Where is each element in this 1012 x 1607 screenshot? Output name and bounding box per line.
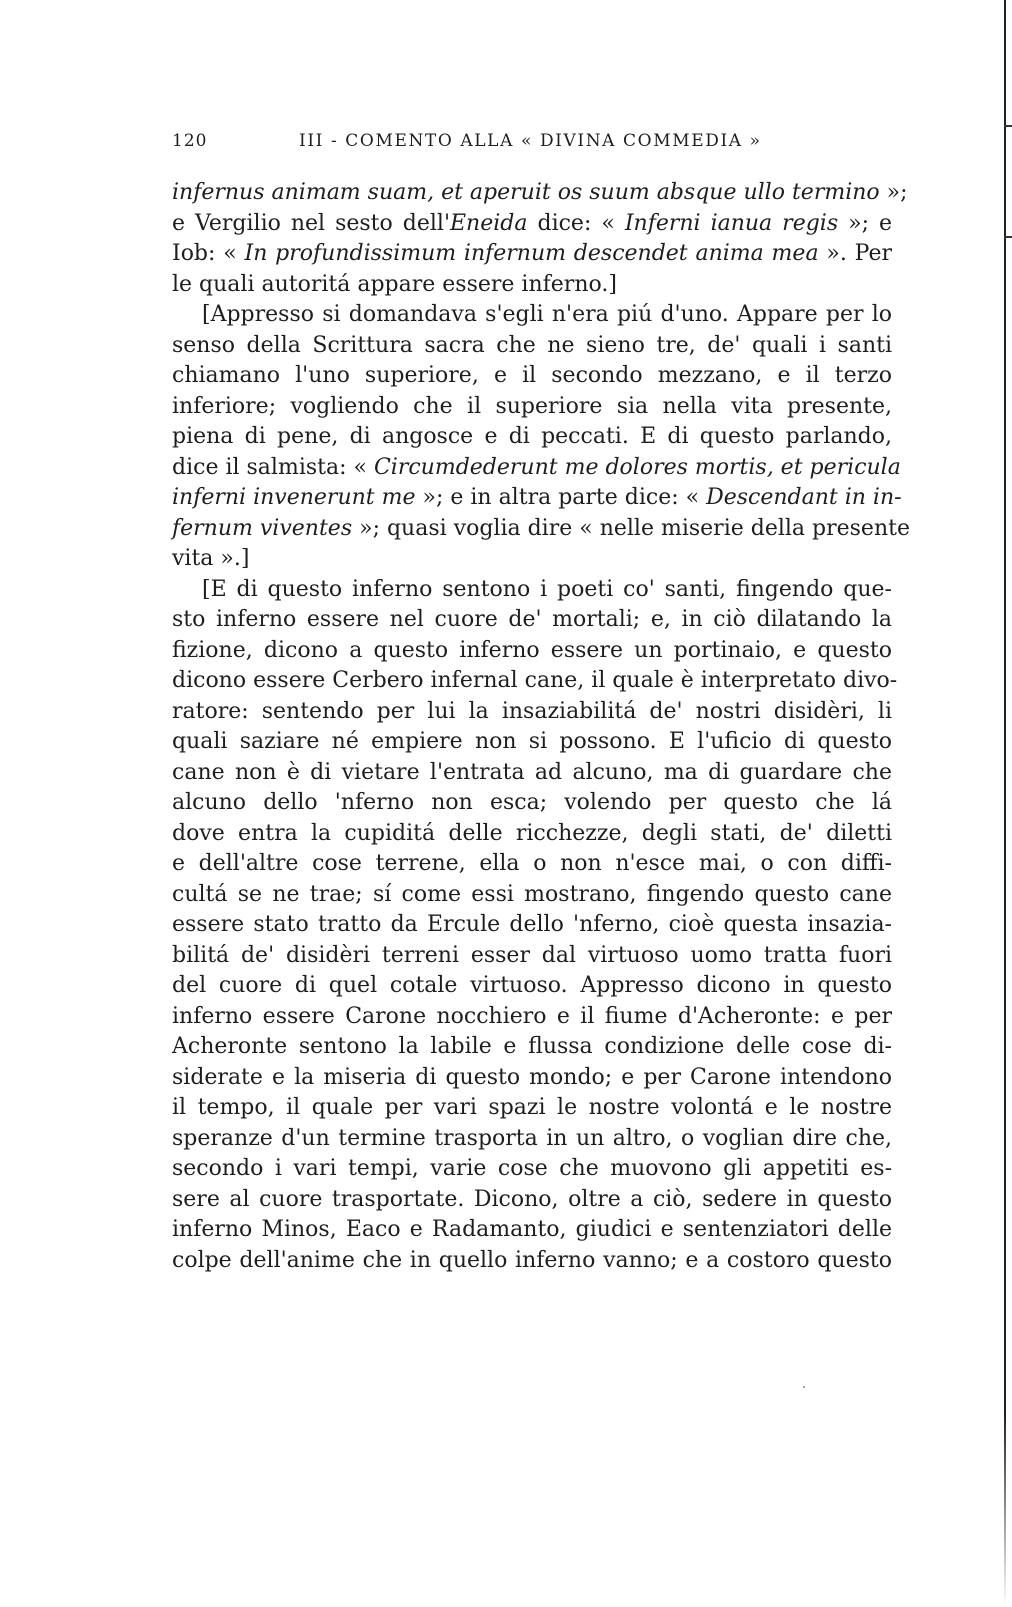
text-line — [172, 910, 892, 941]
text-segment: ». Per — [818, 241, 892, 266]
text-segment: Iob: « — [172, 241, 245, 266]
text-segment: dicono essere Cerbero infernal cane, il quale è interpretato divo- — [172, 668, 898, 693]
page-header — [172, 131, 892, 157]
text-line — [172, 849, 892, 880]
page-number: 120 — [172, 131, 208, 151]
text-segment: ratore: sentendo per lui la insaziabilitá de' nostri disidèri, li — [172, 698, 892, 724]
text-segment: piena di pene, di angosce e di peccati. E di questo parlando, — [172, 424, 892, 449]
text-segment: colpe dell'anime che in quello inferno vanno; e a costoro questo — [172, 1247, 892, 1273]
italic-quote: In profundissimum infernum descendet anima mea — [244, 241, 819, 266]
text-segment: [E di questo inferno sentono i poeti co' santi, fingendo que- — [202, 576, 892, 602]
text-line — [172, 1154, 892, 1185]
text-segment: quali saziare né empiere non si possono. E l'uficio di questo — [172, 729, 892, 754]
text-line — [172, 1246, 892, 1277]
running-head: III - COMENTO ALLA « DIVINA COMMEDIA » — [299, 131, 762, 151]
text-line — [172, 1032, 892, 1063]
text-segment: e Vergilio nel sesto dell' — [172, 210, 450, 236]
italic-quote: Eneida — [450, 210, 528, 236]
italic-quote: Inferni ianua regis — [624, 210, 839, 236]
text-segment: »; — [879, 180, 908, 205]
text-line — [172, 697, 892, 728]
text-segment: essere stato tratto da Ercule dello 'nferno, cioè questa insazia- — [172, 912, 892, 937]
text-line — [172, 361, 892, 392]
text-line — [172, 1093, 892, 1124]
text-line — [172, 392, 892, 423]
text-line — [172, 788, 892, 819]
text-line — [172, 514, 910, 545]
text-segment: vita ».] — [172, 546, 250, 571]
text-line — [172, 1124, 892, 1155]
text-line — [172, 727, 892, 758]
text-line — [172, 819, 892, 850]
page-edge-line — [1004, 0, 1006, 1607]
italic-quote: fernum viventes — [172, 515, 353, 541]
text-segment: inferno Minos, Eaco e Radamanto, giudici e sentenziatori delle — [172, 1217, 892, 1242]
text-segment: sto inferno essere nel cuore de' mortali; e, in ciò dilatando la — [172, 607, 892, 632]
italic-quote: Descendant in in- — [706, 485, 902, 510]
text-line — [172, 453, 901, 484]
paper-speck — [803, 1386, 805, 1388]
text-line — [172, 1215, 892, 1246]
body-text — [172, 178, 910, 1276]
text-segment: sere al cuore trasportate. Dicono, oltre a ciò, sedere in questo — [172, 1186, 892, 1212]
text-line — [172, 331, 892, 362]
text-line — [172, 300, 892, 331]
text-line — [172, 575, 892, 606]
text-segment: cane non è di vietare l'entrata ad alcuno, ma di guardare che — [172, 759, 892, 785]
italic-quote: inferni invenerunt me — [172, 485, 416, 510]
text-segment: »; e — [838, 210, 893, 236]
text-line — [172, 209, 892, 240]
text-segment: [Appresso si domandava s'egli n'era piú d'uno. Appare per lo — [202, 302, 892, 327]
text-segment: cultá se ne trae; sí come essi mostrano, fingendo questo cane — [172, 881, 892, 907]
text-segment: secondo i vari tempi, varie cose che muovono gli appetiti es- — [172, 1156, 892, 1181]
text-segment: speranze d'un termine trasporta in un altro, o voglian dire che, — [172, 1125, 892, 1151]
italic-quote: Circumdederunt me dolores mortis, et pericula — [373, 454, 901, 480]
text-segment: dove entra la cupiditá delle ricchezze, degli stati, de' diletti — [172, 820, 892, 846]
text-segment: dice: « — [527, 210, 625, 236]
text-segment: chiamano l'uno superiore, e il secondo mezzano, e il terzo — [172, 363, 892, 388]
text-segment: senso della Scrittura sacra che ne sieno tre, de' quali i santi — [172, 332, 892, 358]
text-segment: e dell'altre cose terrene, ella o non n'esce mai, o con diffi- — [172, 851, 892, 876]
page-edge-tick — [1004, 236, 1012, 238]
text-line — [172, 422, 892, 453]
text-line — [172, 941, 892, 972]
text-segment: inferiore; vogliendo che il superiore sia nella vita presente, — [172, 393, 892, 419]
text-line — [172, 880, 892, 911]
text-line — [172, 1063, 892, 1094]
text-segment: Acheronte sentono la labile e flussa condizione delle cose di- — [172, 1034, 892, 1059]
text-segment: del cuore di quel cotale virtuoso. Appresso dicono in questo — [172, 973, 892, 998]
italic-quote: infernus animam suam, et aperuit os suum absque ullo termino — [172, 180, 880, 205]
text-segment: fizione, dicono a questo inferno essere un portinaio, e questo — [172, 637, 892, 663]
text-segment: bilitá de' disidèri terreni esser dal virtuoso uomo tratta fuori — [172, 942, 892, 968]
text-line — [172, 1002, 892, 1033]
text-line — [172, 605, 892, 636]
text-segment: inferno essere Carone nocchiero e il fiume d'Acheronte: e per — [172, 1003, 892, 1029]
text-segment: il tempo, il quale per vari spazi le nostre volontá e le nostre — [172, 1095, 892, 1120]
text-segment: dice il salmista: « — [172, 454, 374, 480]
text-segment: »; quasi voglia dire « nelle miserie della presente — [352, 515, 910, 541]
text-line — [172, 483, 902, 514]
text-line — [172, 239, 892, 270]
text-line — [172, 1185, 892, 1216]
text-segment: »; e in altra parte dice: « — [415, 485, 707, 510]
text-segment: siderate e la miseria di questo mondo; e per Carone intendono — [172, 1064, 892, 1090]
text-line — [172, 971, 892, 1002]
text-segment: alcuno dello 'nferno non esca; volendo per questo che lá — [172, 790, 892, 815]
text-line — [172, 178, 908, 209]
page-edge-tick — [1004, 125, 1012, 127]
text-line — [172, 544, 892, 575]
text-line — [172, 758, 892, 789]
text-line — [172, 636, 892, 667]
text-segment: le quali autoritá appare essere inferno.] — [172, 271, 617, 297]
text-line — [172, 666, 898, 697]
text-line — [172, 270, 892, 301]
